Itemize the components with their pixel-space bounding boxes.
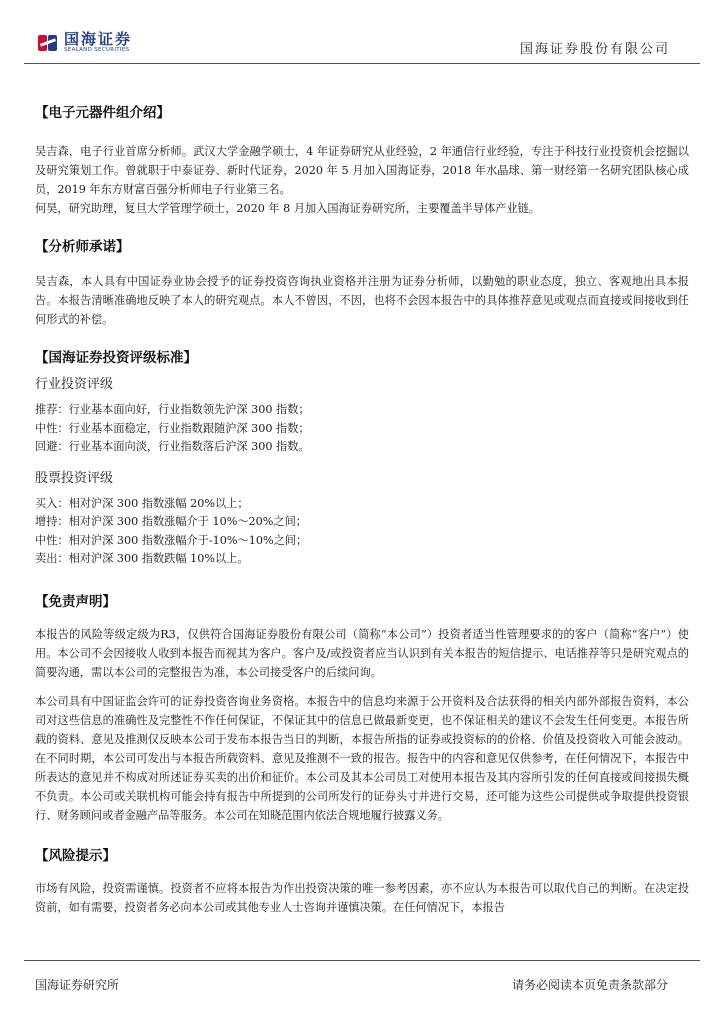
disclaimer-section <box>35 591 689 825</box>
section-title: 【免责声明】 <box>35 593 116 610</box>
paragraph: 何昊，研究助理，复旦大学管理学硕士，2020 年 8 月加入国海证券研究所，主要覆盖半导体产业链。 <box>35 202 540 215</box>
stock-rating-heading: 股票投资评级 <box>35 470 114 486</box>
paragraph: 本公司具有中国证监会许可的证券投资咨询业务资格。本报告中的信息均来源于公开资料及合法获得的相关内部外部报告资料，本公司对这些信息的准确性及完整性不作任何保证，不保证其中的信息已做最新变更，也不保证相关的建议不会发生任何变更。本报告所载的资料、意见及推测仅反映本公司于发布本报告当日的判断，本报告所指的证券或投资标的的价格、价值及投资收入可能会波动。在不同时期，本公司可发出与本报告所载资料、意见及推测不一致的报告。报告中的内容和意见仅供参考，在任何情况下，本报告中所表达的意见并不构成对所述证券买卖的出价和征价。本公司及其本公司员工对使用本报告及其内容所引发的任何直接或间接损失概不负责。本公司或关联机构可能会持有报告中所提到的公司所发行的证券头寸并进行交易，还可能为这些公司提供或争取提供投资银行、财务顾问或者金融产品等服务。本公司在知晓范围内依法合规地履行披露义务。 <box>35 694 689 822</box>
footer-divider <box>24 960 700 961</box>
logo-english-name: SEALAND SECURITIES <box>64 47 130 53</box>
paragraph: 吴吉森，本人具有中国证券业协会授予的证券投资咨询执业资格并注册为证券分析师，以勤勉的职业态度，独立、客观地出具本报告。本报告清晰准确地反映了本人的研究观点。本人不曾因，不因，也将不会因本报告中的具体推荐意见或观点而直接或间接收到任何形式的补偿。 <box>35 275 689 326</box>
section-title: 【电子元器件组介绍】 <box>35 105 170 121</box>
section-title: 【国海证券投资评级标准】 <box>35 350 197 366</box>
industry-rating-line: 推荐：行业基本面向好，行业指数领先沪深 300 指数； <box>35 403 310 416</box>
company-logo <box>38 32 132 54</box>
page-header <box>0 0 724 66</box>
stock-rating-line: 中性：相对沪深 300 指数涨幅介于-10%～10%之间； <box>35 533 308 547</box>
team-section <box>35 102 689 218</box>
stock-rating-line: 卖出：相对沪深 300 指数跌幅 10%以上。 <box>35 552 249 565</box>
paragraph: 吴吉森，电子行业首席分析师。武汉大学金融学硕士，4 年证券研究从业经验，2 年通信行业经验，专注于科技行业投资机会挖掘以及研究策划工作。曾就职于中泰证券、新时代证券，2020 年 5 月加入国海证券，2018 年水晶球、第一财经第一名研究团队核心成员，2019 年东方财富百强分析师电子行业第三名。 <box>35 145 689 196</box>
paragraph: 市场有风险，投资需谨慎。投资者不应将本报告为作出投资决策的唯一参考因素，亦不应认为本报告可以取代自己的判断。在决定投资前，如有需要，投资者务必向本公司或其他专业人士咨询并谨慎决策。在任何情况下，本报告 <box>35 881 689 914</box>
industry-rating-line: 中性：行业基本面稳定，行业指数跟随沪深 300 指数； <box>35 421 310 435</box>
header-company-name: 国海证券股份有限公司 <box>519 42 670 57</box>
commitment-section <box>35 236 689 329</box>
paragraph: 本报告的风险等级定级为R3，仅供符合国海证券股份有限公司（简称“本公司”）投资者适当性管理要求的的客户（简称“客户”）使用。本公司不会因接收人收到本报告而视其为客户。客户及/或投资者应当认识到有关本报告的短信提示、电话推荐等只是研究观点的简要沟通，需以本公司的完整报告为准，本公司接受客户的后续问询。 <box>35 627 689 679</box>
section-title: 【风险提示】 <box>35 847 116 864</box>
industry-rating-heading: 行业投资评级 <box>35 377 114 392</box>
logo-chinese-name: 国海证券 <box>64 30 133 48</box>
stock-rating-line: 买入：相对沪深 300 指数涨幅 20%以上； <box>35 496 249 510</box>
industry-rating-line: 回避：行业基本面向淡，行业指数落后沪深 300 指数。 <box>35 440 310 453</box>
section-title: 【分析师承诺】 <box>35 239 130 255</box>
stock-rating-line: 增持：相对沪深 300 指数涨幅介于 10%～20%之间； <box>35 515 307 528</box>
rating-section <box>35 347 689 569</box>
footer-disclaimer-note: 请务必阅读本页免责条款部分 <box>511 978 668 992</box>
footer-institute: 国海证券研究所 <box>35 978 120 992</box>
header-divider <box>24 63 700 64</box>
document-body <box>35 102 689 917</box>
risk-section <box>35 845 689 917</box>
logo-icon <box>38 33 58 53</box>
